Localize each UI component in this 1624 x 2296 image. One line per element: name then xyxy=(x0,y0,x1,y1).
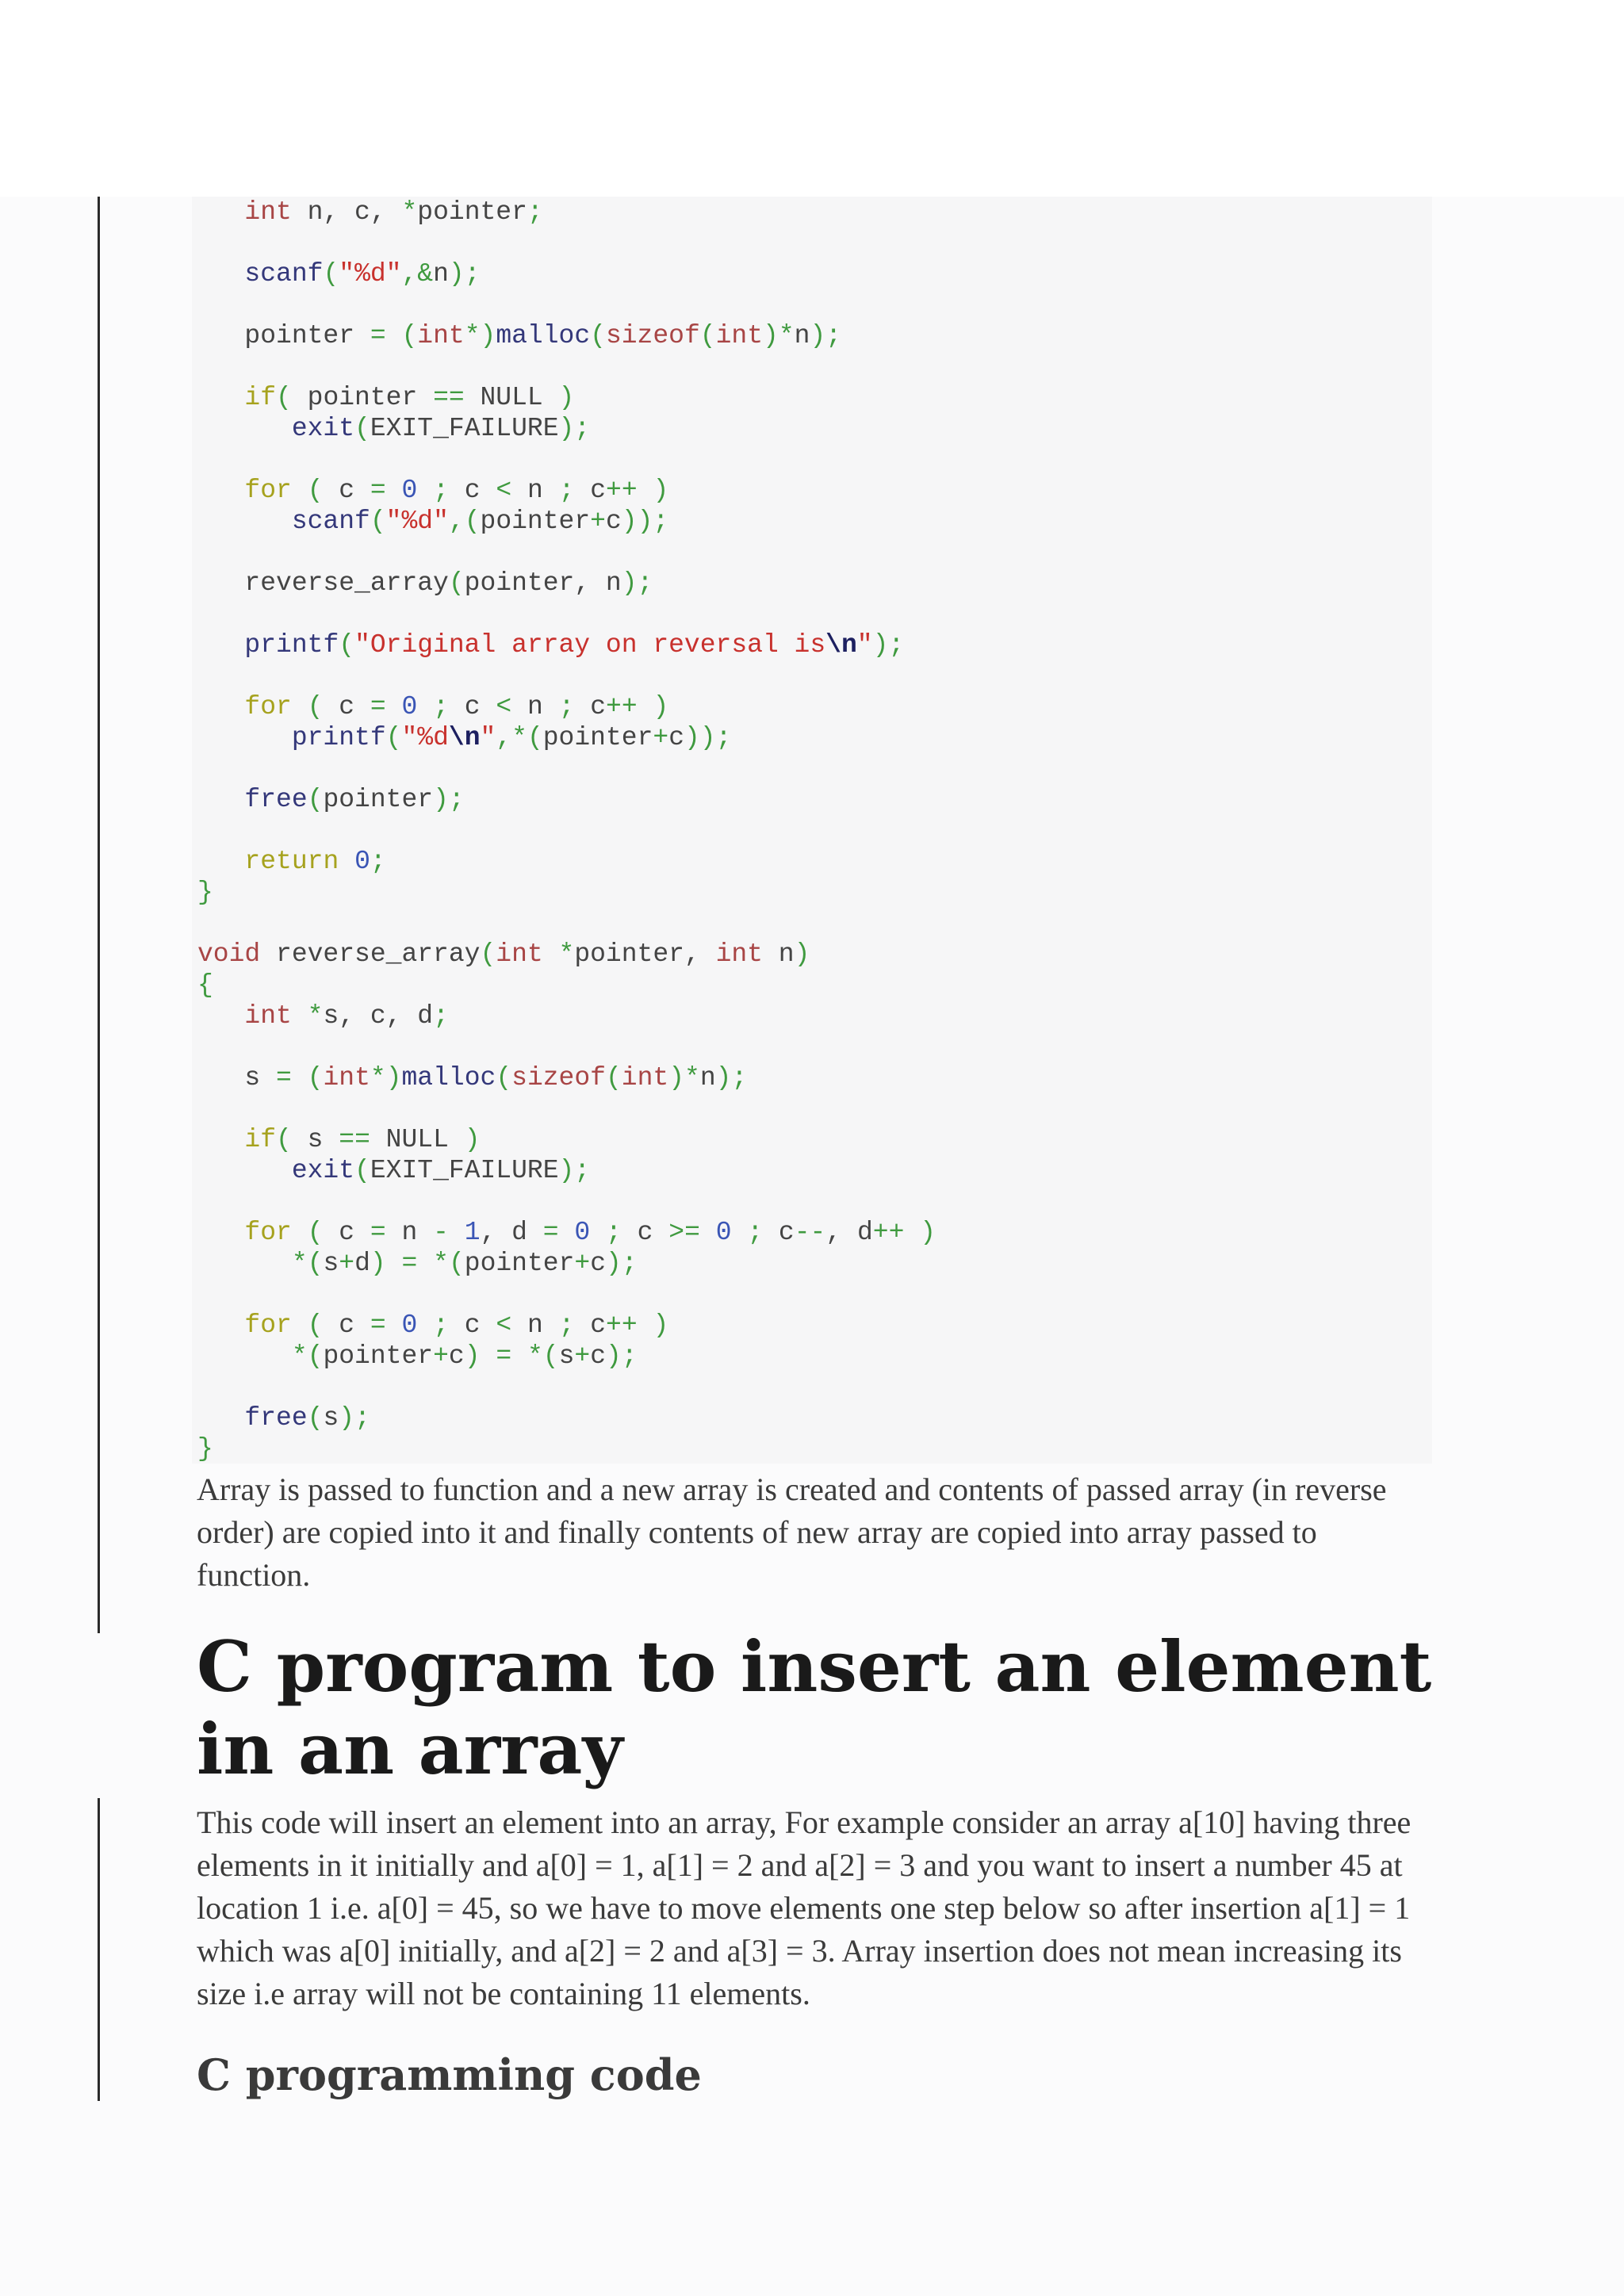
code-token: n xyxy=(511,692,559,721)
code-token: reverse_array xyxy=(197,568,449,598)
code-token: ( xyxy=(448,1249,465,1278)
code-line xyxy=(197,1279,936,1310)
code-token: reverse_array xyxy=(260,939,481,969)
code-token: ( xyxy=(385,723,402,752)
code-token: ); xyxy=(339,1403,370,1433)
code-line xyxy=(197,599,936,629)
code-line xyxy=(197,1031,936,1062)
code-token: & xyxy=(417,259,434,289)
code-line xyxy=(197,1155,936,1186)
code-token: = xyxy=(276,1063,292,1093)
code-token: int xyxy=(244,197,292,227)
code-line xyxy=(197,908,936,939)
code-token: EXIT_FAILURE xyxy=(370,414,559,443)
code-token: free xyxy=(244,1403,308,1433)
code-token: -- xyxy=(794,1218,826,1247)
code-token: * xyxy=(291,1249,308,1278)
code-line xyxy=(197,1217,936,1248)
code-token: + xyxy=(653,723,669,752)
code-token: = xyxy=(370,692,386,721)
code-token: c xyxy=(448,1341,465,1371)
code-token: int xyxy=(715,939,763,969)
code-token xyxy=(638,692,653,721)
code-token: ( xyxy=(307,1311,324,1340)
code-token: return xyxy=(244,847,339,876)
code-token: free xyxy=(244,785,308,814)
code-token: pointer xyxy=(480,507,591,536)
code-token: "%d xyxy=(401,723,449,752)
code-token: ; xyxy=(433,692,449,721)
code-token: exit xyxy=(291,414,355,443)
code-token xyxy=(197,630,244,660)
code-token: ( xyxy=(480,939,496,969)
code-token: { xyxy=(197,970,213,1000)
code-token xyxy=(197,847,244,876)
code-token: ; xyxy=(370,847,386,876)
code-token: "%d" xyxy=(339,259,402,289)
code-token: pointer xyxy=(542,723,653,752)
code-token: ( xyxy=(276,383,292,412)
code-token: n xyxy=(385,1218,434,1247)
code-token: s xyxy=(291,1125,339,1154)
code-token: NULL xyxy=(370,1125,465,1154)
code-line xyxy=(197,691,936,722)
code-token: d xyxy=(354,1249,370,1278)
code-token: )); xyxy=(621,507,669,536)
code-token: pointer xyxy=(323,785,434,814)
code-token: pointer xyxy=(323,1341,434,1371)
code-token: = xyxy=(370,476,386,505)
code-token: n, c, xyxy=(291,197,402,227)
code-token: ( xyxy=(605,1063,622,1093)
code-token: ); xyxy=(606,1341,638,1371)
section-heading: C program to insert an element in an array xyxy=(197,1625,1432,1790)
code-line xyxy=(197,320,936,351)
code-token: - xyxy=(433,1218,449,1247)
code-token xyxy=(292,692,308,721)
code-token: " xyxy=(480,723,496,752)
code-token: * xyxy=(558,939,575,969)
code-token xyxy=(386,321,402,350)
code-token: ( xyxy=(527,723,543,752)
code-token: 0 xyxy=(574,1218,591,1247)
code-token: ( xyxy=(307,692,324,721)
code-token xyxy=(197,1001,244,1031)
code-token xyxy=(417,692,433,721)
code-line xyxy=(197,1001,936,1031)
code-line xyxy=(197,1186,936,1217)
code-token: * xyxy=(433,1249,449,1278)
code-token: ; xyxy=(558,1311,575,1340)
code-token: s xyxy=(323,1403,339,1433)
code-token: ) xyxy=(464,1341,481,1371)
code-token: c xyxy=(323,692,370,721)
code-line xyxy=(197,660,936,691)
page-top-margin xyxy=(0,0,1624,197)
code-token xyxy=(559,1218,575,1247)
code-token: ) xyxy=(370,1249,386,1278)
code-line xyxy=(197,197,936,228)
code-line xyxy=(197,1093,936,1124)
code-token: printf xyxy=(291,723,386,752)
code-token: sizeof xyxy=(511,1063,606,1093)
code-token: for xyxy=(244,1311,292,1340)
code-token: pointer, n xyxy=(464,568,622,598)
code-token xyxy=(197,1156,292,1185)
code-token: ) xyxy=(464,1125,481,1154)
code-token: ( xyxy=(354,1156,370,1185)
code-token: == xyxy=(433,383,465,412)
code-token: ) xyxy=(653,476,669,505)
code-token: pointer xyxy=(197,321,370,350)
code-line xyxy=(197,784,936,815)
code-token xyxy=(197,692,244,721)
code-token: ); xyxy=(448,259,481,289)
code-token: ( xyxy=(370,507,386,536)
code-line xyxy=(197,506,936,537)
code-token: ( xyxy=(354,414,370,443)
code-token: ( xyxy=(590,321,606,350)
code-token: if xyxy=(244,1125,277,1154)
code-line xyxy=(197,846,936,877)
code-token: * xyxy=(291,1341,308,1371)
code-token xyxy=(197,723,292,752)
code-token: , d xyxy=(825,1218,873,1247)
code-token: s, c, d xyxy=(323,1001,434,1031)
code-token: ) xyxy=(794,939,810,969)
code-token: * xyxy=(778,321,795,350)
code-token: for xyxy=(244,476,292,505)
code-token xyxy=(197,1311,244,1340)
code-token: ); xyxy=(621,568,653,598)
code-token: = xyxy=(370,1311,386,1340)
code-token: * xyxy=(401,197,418,227)
code-token: s xyxy=(323,1249,339,1278)
code-token: = xyxy=(370,321,386,350)
code-token: 0 xyxy=(401,476,418,505)
code-token xyxy=(386,692,402,721)
code-token xyxy=(292,1311,308,1340)
code-token: ( xyxy=(542,1341,559,1371)
code-token xyxy=(386,1249,402,1278)
code-token: c xyxy=(621,1218,669,1247)
code-token: ++ xyxy=(606,692,638,721)
code-token: ; xyxy=(433,1001,449,1031)
code-token: ) xyxy=(558,383,575,412)
code-token: c xyxy=(448,692,496,721)
code-token xyxy=(292,1001,308,1031)
code-token xyxy=(481,1341,496,1371)
left-margin-rule xyxy=(98,197,100,1633)
code-token: c xyxy=(574,692,607,721)
code-line xyxy=(197,1341,936,1372)
code-token: int xyxy=(323,1063,370,1093)
code-token xyxy=(292,476,308,505)
code-token xyxy=(638,1311,653,1340)
code-token: ( xyxy=(401,321,418,350)
code-subheading: C programming code xyxy=(197,2049,702,2100)
code-token: c xyxy=(763,1218,795,1247)
code-token: n xyxy=(511,476,559,505)
code-token xyxy=(197,1403,244,1433)
code-token: + xyxy=(339,1249,355,1278)
code-token: 0 xyxy=(354,847,370,876)
code-token xyxy=(543,939,559,969)
code-line xyxy=(197,289,936,320)
code-token: NULL xyxy=(464,383,559,412)
code-token: ); xyxy=(715,1063,748,1093)
code-token: )); xyxy=(684,723,732,752)
code-token: pointer xyxy=(417,197,527,227)
code-token xyxy=(197,1218,244,1247)
code-token: pointer, xyxy=(574,939,716,969)
code-token: s xyxy=(558,1341,575,1371)
code-token: * xyxy=(684,1063,700,1093)
code-line xyxy=(197,939,936,970)
code-token xyxy=(417,476,433,505)
code-token: * xyxy=(527,1341,543,1371)
code-token: < xyxy=(496,1311,512,1340)
code-line xyxy=(197,815,936,846)
code-token: * xyxy=(511,723,527,752)
code-token: c xyxy=(323,476,370,505)
code-token: , xyxy=(496,723,512,752)
code-token: ; xyxy=(558,692,575,721)
code-token xyxy=(292,1063,308,1093)
code-token: ++ xyxy=(606,1311,638,1340)
code-line xyxy=(197,1372,936,1402)
code-token: int xyxy=(417,321,465,350)
code-token: n xyxy=(699,1063,716,1093)
code-token: malloc xyxy=(496,321,591,350)
code-token: ( xyxy=(307,476,324,505)
code-token: >= xyxy=(668,1218,700,1247)
code-token: ( xyxy=(464,507,481,536)
code-token: n xyxy=(762,939,795,969)
code-line xyxy=(197,475,936,506)
explanation-paragraph: Array is passed to function and a new array is created and contents of passed array (in reverse order) are copied into it and finally contents of new array are copied into array passed to function. xyxy=(197,1471,1387,1593)
code-token: ( xyxy=(307,1218,324,1247)
code-token xyxy=(197,259,244,289)
code-token xyxy=(197,197,244,227)
code-token: c xyxy=(574,476,607,505)
code-token: void xyxy=(197,939,261,969)
code-token: ; xyxy=(606,1218,622,1247)
code-token xyxy=(386,476,402,505)
code-token: c xyxy=(323,1311,370,1340)
code-token: pointer xyxy=(464,1249,575,1278)
code-token: 0 xyxy=(715,1218,732,1247)
code-token xyxy=(732,1218,748,1247)
code-token: c xyxy=(668,723,684,752)
code-token: ( xyxy=(496,1063,512,1093)
code-line xyxy=(197,722,936,753)
code-token: , xyxy=(401,259,418,289)
code-token: == xyxy=(339,1125,370,1154)
code-token: exit xyxy=(291,1156,355,1185)
code-token: } xyxy=(197,1434,213,1464)
code-token xyxy=(386,1311,402,1340)
code-token: *) xyxy=(464,321,496,350)
code-line xyxy=(197,1433,936,1464)
code-line xyxy=(197,1062,936,1093)
code-line xyxy=(197,1310,936,1341)
code-token: ; xyxy=(527,197,543,227)
code-token: ( xyxy=(307,1341,324,1371)
code-token: ); xyxy=(872,630,905,660)
code-token: < xyxy=(496,692,512,721)
code-token: c xyxy=(590,1341,607,1371)
code-token: malloc xyxy=(401,1063,496,1093)
code-token: ; xyxy=(747,1218,764,1247)
code-token: ) xyxy=(763,321,779,350)
code-line xyxy=(197,568,936,599)
code-line xyxy=(197,1402,936,1433)
code-token: if xyxy=(244,383,277,412)
code-line xyxy=(197,228,936,258)
code-token: = xyxy=(542,1218,559,1247)
code-token: ) xyxy=(653,692,669,721)
code-token: int xyxy=(244,1001,292,1031)
code-token: = xyxy=(370,1218,386,1247)
code-token: ); xyxy=(558,414,591,443)
code-token: ; xyxy=(558,476,575,505)
code-token: = xyxy=(401,1249,418,1278)
code-token: c xyxy=(590,1249,607,1278)
code-token: * xyxy=(307,1001,324,1031)
code-token: c xyxy=(574,1311,607,1340)
code-token: + xyxy=(590,507,606,536)
code-token: ( xyxy=(323,259,339,289)
code-token: \n xyxy=(825,630,857,660)
code-token: = xyxy=(496,1341,512,1371)
code-token: int xyxy=(621,1063,669,1093)
code-token: + xyxy=(574,1249,591,1278)
code-token xyxy=(197,1341,292,1371)
code-token: "%d" xyxy=(385,507,449,536)
code-token: + xyxy=(433,1341,449,1371)
code-token: ( xyxy=(307,1403,324,1433)
code-token xyxy=(590,1218,606,1247)
code-token: for xyxy=(244,692,292,721)
code-token xyxy=(449,1218,465,1247)
code-token: ; xyxy=(433,1311,449,1340)
code-token: \n xyxy=(448,723,481,752)
code-token: n xyxy=(433,259,449,289)
code-token: scanf xyxy=(244,259,324,289)
code-line xyxy=(197,382,936,413)
code-token: n xyxy=(794,321,810,350)
section-paragraph: This code will insert an element into an array, For example consider an array a[10] having three elements in it initially and a[0] = 1, a[1] = 2 and a[2] = 3 and you want to insert a number 45 at location 1 i.e. a[0] = 45, so we have to move elements one step below so after insertion a[1] = 1 which was a[0] initially, and a[2] = 2 and a[3] = 3. Array insertion does not mean increasing its size i.e array will not be containing 11 elements. xyxy=(197,1804,1411,2011)
code-token: "Original array on reversal is xyxy=(354,630,826,660)
code-token: ); xyxy=(606,1249,638,1278)
code-token: 0 xyxy=(401,1311,418,1340)
code-block xyxy=(197,197,936,1464)
code-token xyxy=(197,414,292,443)
code-line xyxy=(197,1248,936,1279)
code-line xyxy=(197,753,936,784)
code-token: , xyxy=(448,507,465,536)
code-token: 0 xyxy=(401,692,418,721)
code-token xyxy=(197,785,244,814)
code-token xyxy=(197,1125,244,1154)
code-line xyxy=(197,413,936,444)
code-token xyxy=(417,1311,433,1340)
code-token: ( xyxy=(699,321,716,350)
code-token: pointer xyxy=(291,383,434,412)
code-token: ( xyxy=(276,1125,292,1154)
code-line xyxy=(197,970,936,1001)
code-token: EXIT_FAILURE xyxy=(370,1156,559,1185)
code-token: + xyxy=(574,1341,591,1371)
code-token: n xyxy=(511,1311,559,1340)
code-token: ) xyxy=(668,1063,685,1093)
code-token: s xyxy=(197,1063,277,1093)
code-token: ++ xyxy=(606,476,638,505)
code-line xyxy=(197,258,936,289)
code-token: ) xyxy=(920,1218,936,1247)
code-token: ( xyxy=(448,568,465,598)
code-token xyxy=(197,507,292,536)
code-token xyxy=(197,383,244,412)
code-token: 1 xyxy=(464,1218,481,1247)
code-token: ( xyxy=(307,1249,324,1278)
code-token: ( xyxy=(307,1063,324,1093)
code-token: ; xyxy=(433,476,449,505)
code-token: int xyxy=(496,939,543,969)
code-token: ); xyxy=(810,321,842,350)
code-token xyxy=(197,476,244,505)
code-token: int xyxy=(715,321,764,350)
code-token xyxy=(197,1249,292,1278)
code-line xyxy=(197,537,936,568)
code-token: , d xyxy=(480,1218,543,1247)
code-line xyxy=(197,444,936,475)
code-token xyxy=(511,1341,527,1371)
code-token: c xyxy=(605,507,622,536)
code-line xyxy=(197,877,936,908)
code-token xyxy=(638,476,653,505)
code-token xyxy=(339,847,354,876)
code-token xyxy=(292,1218,308,1247)
code-token: ( xyxy=(307,785,324,814)
code-token: sizeof xyxy=(605,321,700,350)
code-token: ); xyxy=(433,785,465,814)
code-token: printf xyxy=(244,630,339,660)
code-token: ) xyxy=(653,1311,669,1340)
code-token: < xyxy=(496,476,512,505)
code-token xyxy=(904,1218,920,1247)
code-token: ( xyxy=(339,630,355,660)
code-token xyxy=(417,1249,433,1278)
code-line xyxy=(197,629,936,660)
code-line xyxy=(197,351,936,382)
code-token: scanf xyxy=(291,507,370,536)
code-token: " xyxy=(856,630,873,660)
code-token: for xyxy=(244,1218,292,1247)
code-token: *) xyxy=(370,1063,402,1093)
left-margin-rule xyxy=(98,1798,100,2101)
code-token: c xyxy=(448,476,496,505)
code-line xyxy=(197,1124,936,1155)
code-token: c xyxy=(448,1311,496,1340)
code-token: ++ xyxy=(872,1218,905,1247)
code-token: ); xyxy=(558,1156,591,1185)
code-token xyxy=(700,1218,716,1247)
code-token: c xyxy=(323,1218,370,1247)
code-token: } xyxy=(197,878,213,907)
